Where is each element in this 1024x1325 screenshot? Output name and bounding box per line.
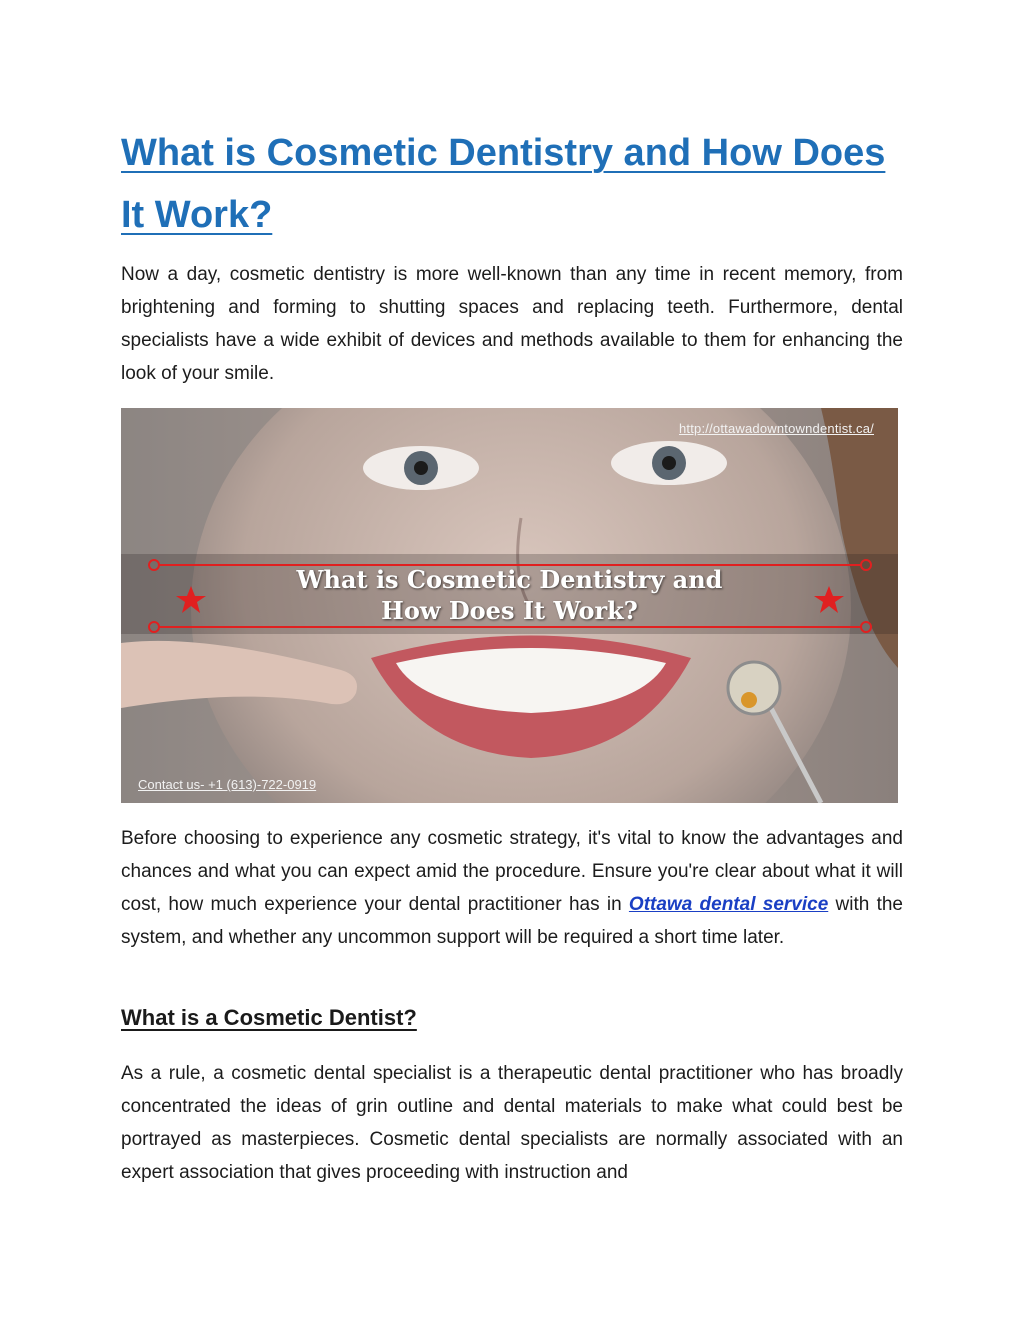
hero-title-line1: What is Cosmetic Dentistry and bbox=[296, 565, 723, 594]
para2-text-after: with the system, and whether any uncommon support will be required a short time later. bbox=[121, 894, 903, 948]
hero-url-link: http://ottawadowntowndentist.ca/ bbox=[678, 421, 874, 436]
ottawa-dental-service-link[interactable]: Ottawa dental service bbox=[628, 894, 829, 915]
intro-paragraph: Now a day, cosmetic dentistry is more well-known than any time in recent memory, from brightening and forming to shutting spaces and replacing teeth. Furthermore, dental specialists have a wide exhibit of devices and methods available to them for enhancing the look of your smile. bbox=[121, 264, 903, 384]
section-heading: What is a Cosmetic Dentist? bbox=[121, 1005, 417, 1030]
article-title[interactable]: What is Cosmetic Dentistry and How Does It Work? bbox=[121, 132, 886, 236]
hero-contact-text: Contact us- +1 (613)-722-0919 bbox=[138, 777, 317, 792]
hero-banner-title bbox=[121, 564, 898, 626]
hero-image bbox=[121, 408, 898, 803]
para2-text-before: Before choosing to experience any cosmetic strategy, it's vital to know the advantages and chances and what you can expect amid the procedure. Ensure you're clear about what it will cost, how much experience your dental practitioner has in bbox=[121, 828, 903, 915]
body-paragraph-2 bbox=[121, 822, 903, 954]
hero-title-line2: How Does It Work? bbox=[381, 596, 638, 625]
body-paragraph-3: As a rule, a cosmetic dental specialist is a therapeutic dental practitioner who has broadly concentrated the ideas of grin outline and dental materials to make what could best be portrayed as masterpieces. Cosmetic dental specialists are normally associated with an expert association that gives proceeding with instruction and bbox=[121, 1063, 903, 1183]
